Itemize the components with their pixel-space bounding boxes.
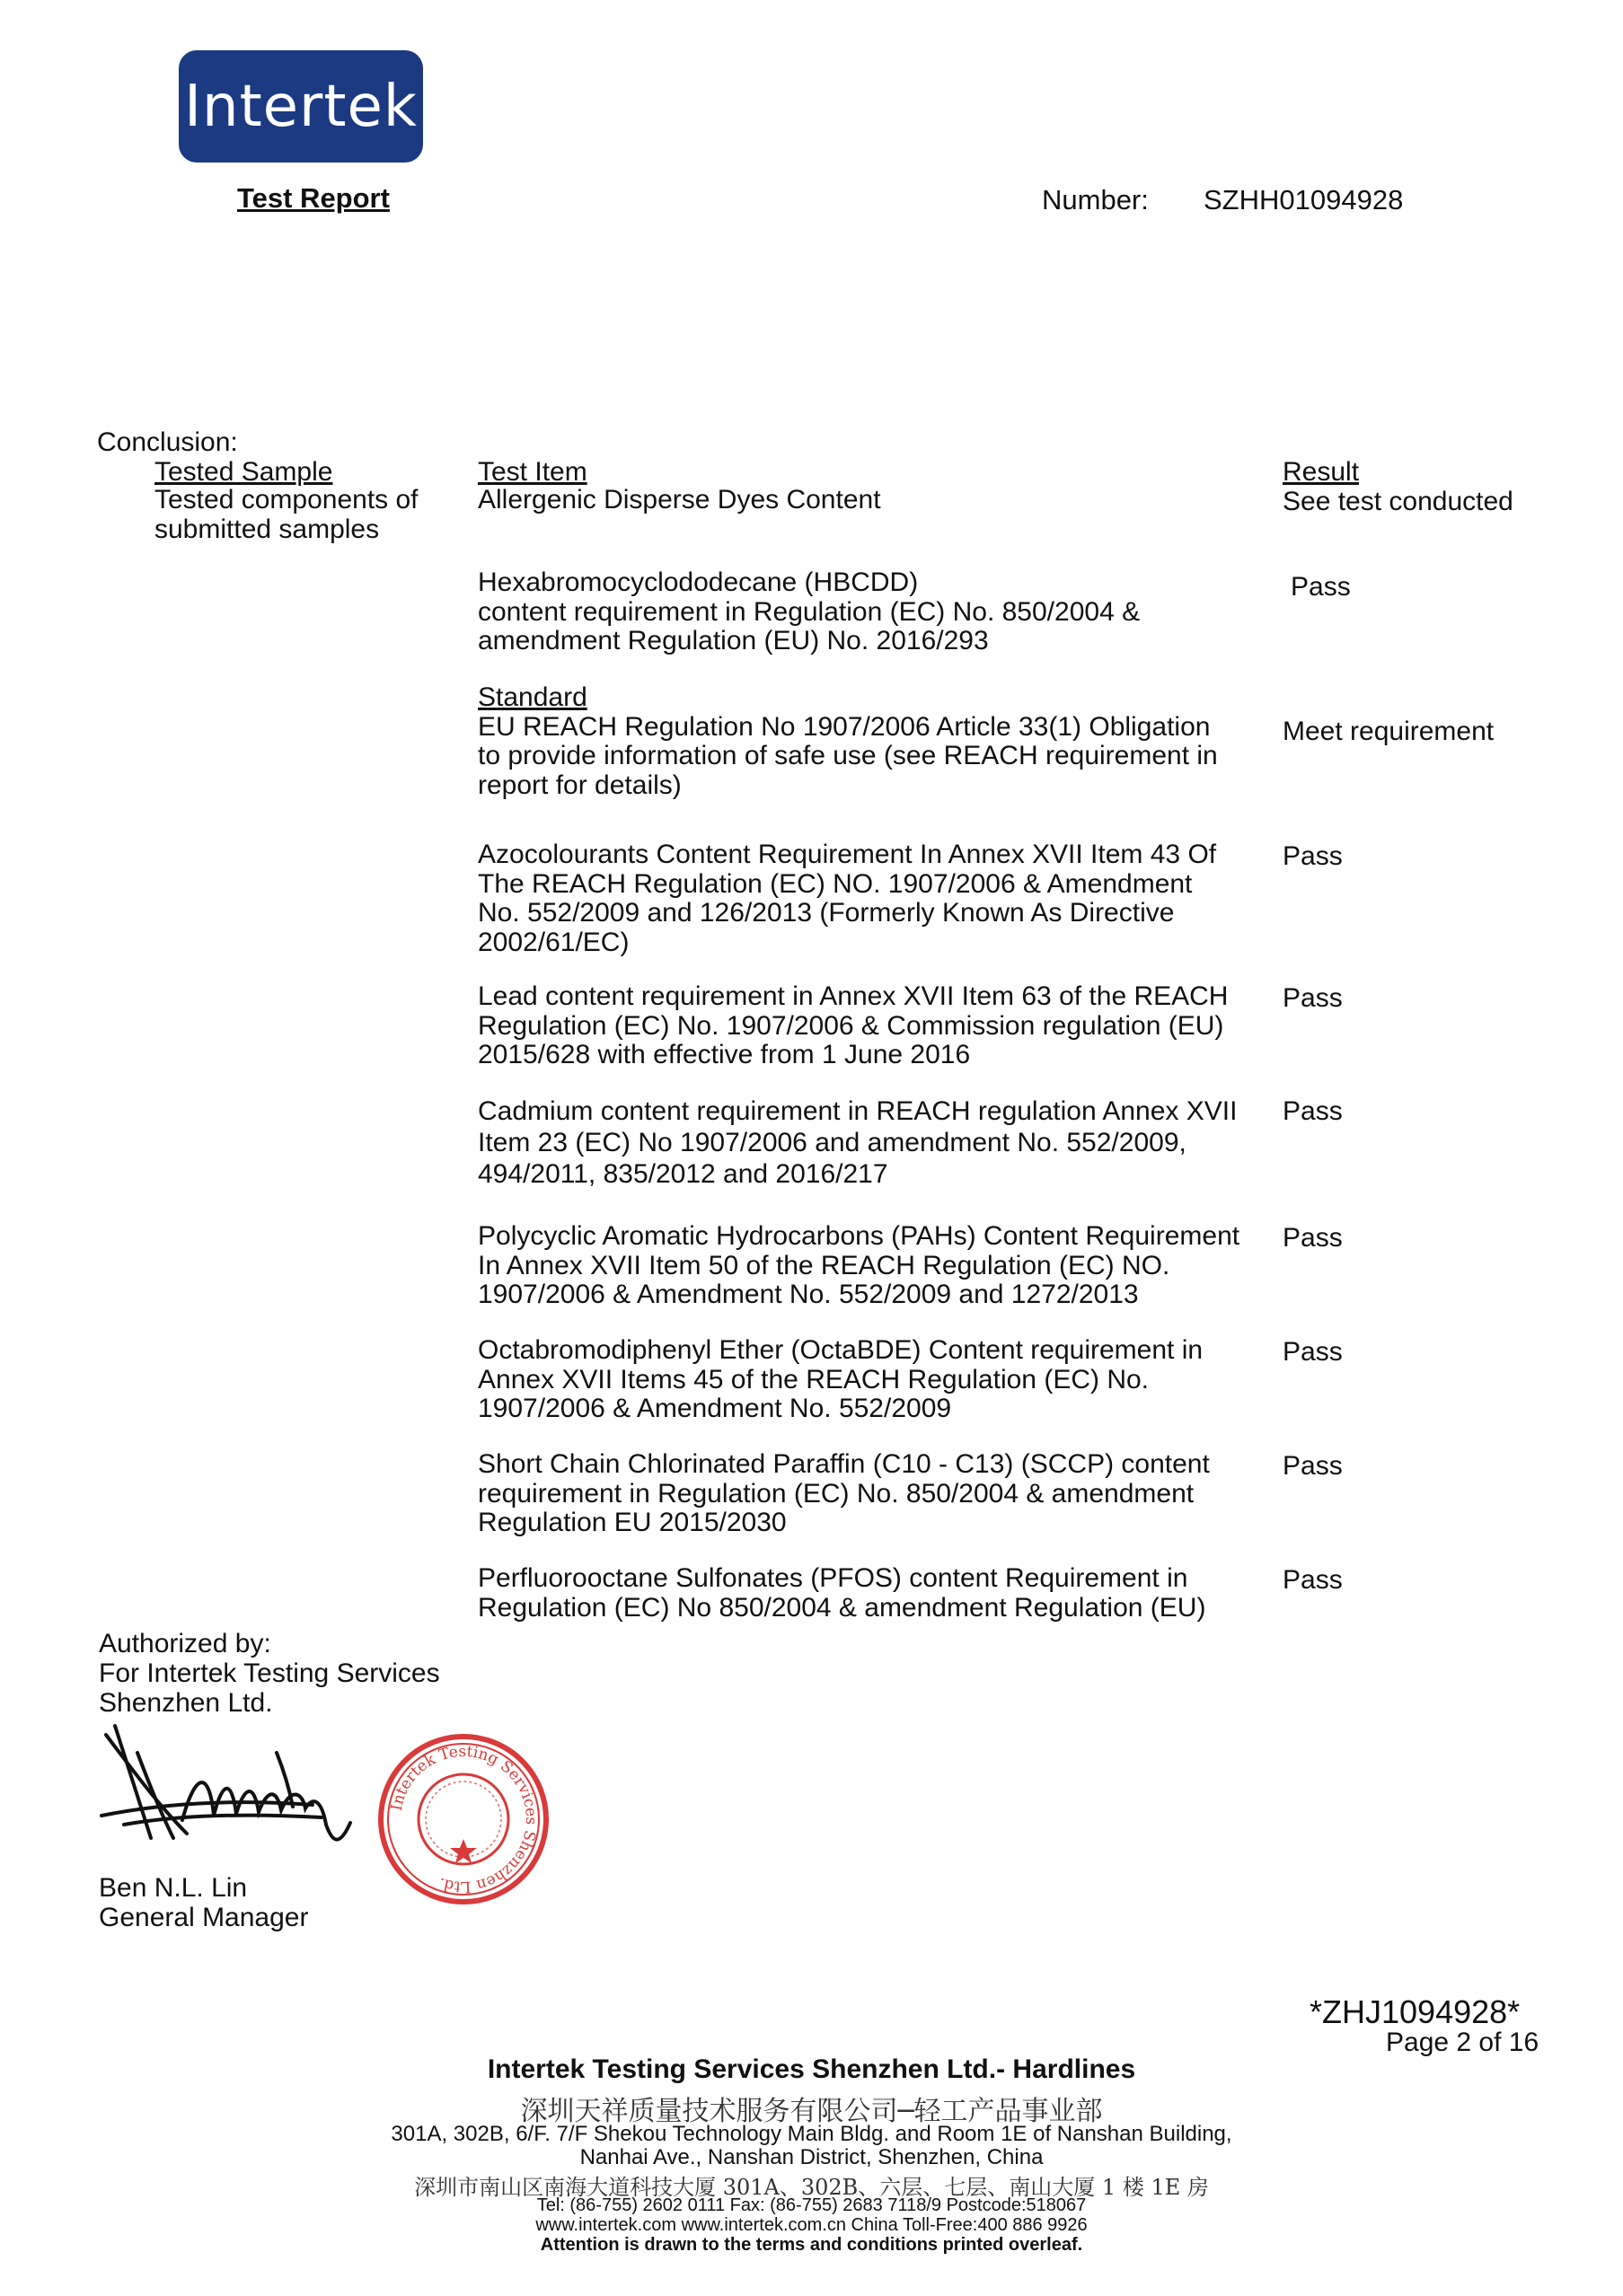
tested-sample-line: submitted samples xyxy=(154,514,380,544)
result-cell: Pass xyxy=(1283,983,1343,1013)
test-item-line: Perfluorooctane Sulfonates (PFOS) content Requirement in xyxy=(478,1563,1188,1593)
test-item-line: 1907/2006 & Amendment No. 552/2009 and 1272/2013 xyxy=(478,1280,1139,1309)
test-item-row xyxy=(478,1450,1264,1538)
authorized-org xyxy=(99,1659,440,1718)
test-item-line: amendment Regulation (EU) No. 2016/293 xyxy=(478,626,989,655)
test-item-line: Lead content requirement in Annex XVII Item 63 of the REACH xyxy=(478,981,1229,1011)
footer-company-cn: 深圳天祥质量技术服务有限公司─轻工产品事业部 xyxy=(520,2096,1103,2127)
test-item-line: Item 23 (EC) No 1907/2006 and amendment No. 552/2009, xyxy=(478,1128,1186,1157)
result-cell: Meet requirement xyxy=(1283,717,1495,746)
test-item-line: Octabromodiphenyl Ether (OctaBDE) Content requirement in xyxy=(478,1335,1204,1365)
intertek-logo: Intertek xyxy=(179,50,423,163)
result-cell: Pass xyxy=(1283,841,1343,871)
test-item-row xyxy=(478,840,1264,957)
test-item-line: 2015/628 with effective from 1 June 2016 xyxy=(478,1040,971,1069)
test-item-line: The REACH Regulation (EC) NO. 1907/2006 & Amendment xyxy=(478,868,1193,899)
test-item-line: requirement in Regulation (EC) No. 850/2004 & amendment xyxy=(478,1478,1195,1509)
test-item-line: Hexabromocyclododecane (HBCDD) xyxy=(478,567,919,597)
seal-text: Intertek Testing Services Shenzhen Ltd. xyxy=(387,1742,541,1896)
authorized-org-line: Shenzhen Ltd. xyxy=(99,1687,273,1718)
result-cell: See test conducted xyxy=(1283,487,1513,516)
test-item-row xyxy=(478,1095,1264,1190)
test-item-row xyxy=(478,1222,1264,1310)
test-item-line: Short Chain Chlorinated Paraffin (C10 - C13) (SCCP) content xyxy=(478,1449,1210,1479)
company-seal-icon xyxy=(375,1731,551,1907)
test-item-line: Azocolourants Content Requirement In Annex XVII Item 43 Of xyxy=(478,840,1217,869)
test-item-row xyxy=(478,486,1264,515)
test-item-row xyxy=(478,1564,1264,1623)
test-item-line: Regulation EU 2015/2030 xyxy=(478,1508,787,1537)
footer-web: www.intertek.com www.intertek.com.cn China Toll-Free:400 886 9926 xyxy=(535,2215,1088,2235)
signer-block xyxy=(99,1874,308,1932)
test-item-line: Polycyclic Aromatic Hydrocarbons (PAHs) Content Requirement xyxy=(478,1221,1240,1251)
test-item-line: 1907/2006 & Amendment No. 552/2009 xyxy=(478,1394,952,1423)
signer-name: Ben N.L. Lin xyxy=(99,1873,248,1903)
test-item-row xyxy=(478,982,1264,1070)
page-number: Page 2 of 16 xyxy=(1386,2028,1539,2057)
footer-address-line: Nanhai Ave., Nanshan District, Shenzhen, China xyxy=(579,2145,1044,2169)
footer-address-cn: 深圳市南山区南海大道科技大厦 301A、302B、六层、七层、南山大厦 1 楼 1E 房 xyxy=(414,2175,1209,2200)
signer-title: General Manager xyxy=(99,1902,309,1932)
test-item-row xyxy=(478,568,1264,656)
report-number-value: SZHH01094928 xyxy=(1204,184,1404,216)
authorized-org-line: For Intertek Testing Services xyxy=(99,1658,440,1688)
authorized-by-label: Authorized by: xyxy=(99,1629,271,1658)
test-item-line: Annex XVII Items 45 of the REACH Regulation (EC) No. xyxy=(478,1364,1149,1394)
test-item-line: No. 552/2009 and 126/2013 (Formerly Known As Directive xyxy=(478,898,1175,928)
result-cell: Pass xyxy=(1283,1565,1343,1595)
test-item-row xyxy=(478,683,1264,800)
result-cell: Pass xyxy=(1283,1451,1343,1481)
header-tested-sample: Tested Sample xyxy=(154,457,333,487)
test-item-row xyxy=(478,1336,1264,1424)
signature-image xyxy=(97,1717,402,1852)
result-cell: Pass xyxy=(1291,572,1351,602)
tested-sample-line: Tested components of xyxy=(154,485,419,515)
test-item-line: 494/2011, 835/2012 and 2016/217 xyxy=(478,1159,888,1189)
result-cell: Pass xyxy=(1283,1223,1343,1253)
test-item-line: content requirement in Regulation (EC) No. 850/2004 & xyxy=(478,596,1141,627)
standard-heading: Standard xyxy=(478,682,587,712)
result-cell: Pass xyxy=(1283,1096,1343,1126)
report-title: Test Report xyxy=(237,182,390,214)
test-item-line: 2002/61/EC) xyxy=(478,927,630,957)
test-item-line: In Annex XVII Item 50 of the REACH Regulation (EC) NO. xyxy=(478,1250,1170,1280)
footer-address-line: 301A, 302B, 6/F. 7/F Shekou Technology Main Bldg. and Room 1E of Nanshan Building, xyxy=(391,2122,1232,2146)
test-item-line: Allergenic Disperse Dyes Content xyxy=(478,485,881,515)
test-item-line: report for details) xyxy=(478,770,682,800)
conclusion-label: Conclusion: xyxy=(97,427,238,457)
header-test-item: Test Item xyxy=(478,457,587,487)
test-item-line: to provide information of safe use (see REACH requirement in xyxy=(478,741,1218,770)
test-item-line: Regulation (EC) No. 1907/2006 & Commission regulation (EU) xyxy=(478,1010,1224,1041)
footer-address xyxy=(0,2123,1623,2169)
test-item-line: Regulation (EC) No 850/2004 & amendment Regulation (EU) xyxy=(478,1592,1206,1623)
footer-attention: Attention is drawn to the terms and conditions printed overleaf. xyxy=(540,2235,1083,2255)
report-number-label: Number: xyxy=(1042,184,1149,216)
result-cell: Pass xyxy=(1283,1337,1343,1367)
test-item-line: EU REACH Regulation No 1907/2006 Article 33(1) Obligation xyxy=(478,711,1211,742)
footer-company: Intertek Testing Services Shenzhen Ltd.- Hardlines xyxy=(487,2054,1136,2084)
test-item-line: Cadmium content requirement in REACH regulation Annex XVII xyxy=(478,1096,1238,1126)
footer-contact: Tel: (86-755) 2602 0111 Fax: (86-755) 2683 7118/9 Postcode:518067 xyxy=(536,2195,1087,2215)
tested-sample-cell xyxy=(154,486,419,544)
barcode-id: *ZHJ1094928* xyxy=(1310,1993,1521,2030)
header-result: Result xyxy=(1283,457,1360,487)
